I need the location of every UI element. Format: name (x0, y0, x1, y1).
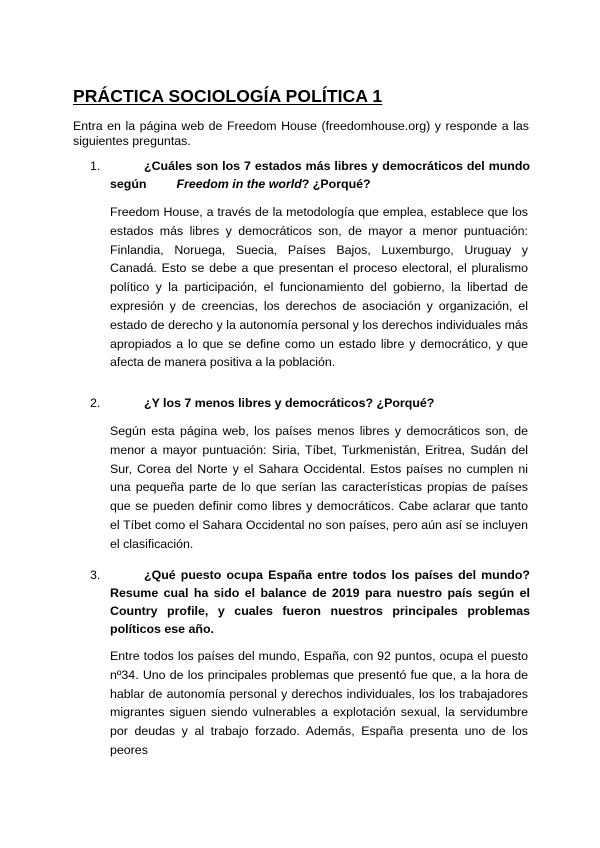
question-number: 2. (90, 396, 101, 410)
document-title: PRÁCTICA SOCIOLOGÍA POLÍTICA 1 (73, 86, 383, 106)
question-text-part: ? ¿Porqué? (301, 177, 371, 191)
question-1 (90, 157, 530, 193)
question-text (110, 394, 530, 412)
intro-paragraph: Entra en la página web de Freedom House (freedomhouse.org) y responde a las siguientes preguntas. (73, 119, 529, 148)
answer-1: Freedom House, a través de la metodología que emplea, establece que los estados más libres y democráticos son, de mayor a menor puntuación: Finlandia, Noruega, Suecia, Países Bajos, Luxemburgo, Uruguay y Canadá. Esto se debe a que presentan el proceso electoral, el pluralismo político y la participación, el funcionamiento del gobierno, la libertad de expresión y de creencias, los derechos de asociación y organización, el estado de derecho y la autonomía personal y los derechos individuales más apropiados a lo que se define como un estado libre y democrático, y que afecta de manera positiva a la población. (110, 205, 528, 370)
question-3 (90, 566, 530, 638)
question-text (110, 157, 530, 193)
publication-title: Freedom in the world (176, 177, 302, 191)
question-number: 3. (90, 568, 101, 582)
question-text-part: ¿Qué puesto ocupa España entre todos los países del mundo? Resume cual ha sido el balance de 2019 para nuestro país según el Country profile, y cuales fueron nuestros principales problemas políticos ese año. (110, 568, 530, 636)
question-text (110, 566, 530, 638)
question-2 (90, 394, 530, 412)
question-text-part: ¿Y los 7 menos libres y democráticos? ¿Porqué? (144, 396, 435, 410)
answer-2: Según esta página web, los países menos libres y democráticos son, de menor a mayor puntuación: Siria, Tíbet, Turkmenistán, Eritrea, Sudán del Sur, Corea del Norte y el Sahara Occidental. Estos países no cumplen ni una pequeña parte de lo que serían las características propias de países que se pueden definir como libres y democráticos. Cabe aclarar que tanto el Tíbet como el Sahara Occidental no son países, pero aún así se incluyen el clasificación. (110, 424, 528, 551)
question-text-part: ¿Cuáles son los 7 estados más libres y democráticos del mundo según (110, 159, 530, 191)
answer-3: Entre todos los países del mundo, España, con 92 puntos, ocupa el puesto nº34. Uno de los principales problemas que presentó fue que, a la hora de hablar de autonomía personal y derechos individuales, los los trabajadores migrantes siguen siendo vulnerables a explotación sexual, la servidumbre por deudas y al trabajo forzado. Además, España presenta uno de los peores (110, 649, 528, 757)
question-number: 1. (90, 159, 101, 173)
